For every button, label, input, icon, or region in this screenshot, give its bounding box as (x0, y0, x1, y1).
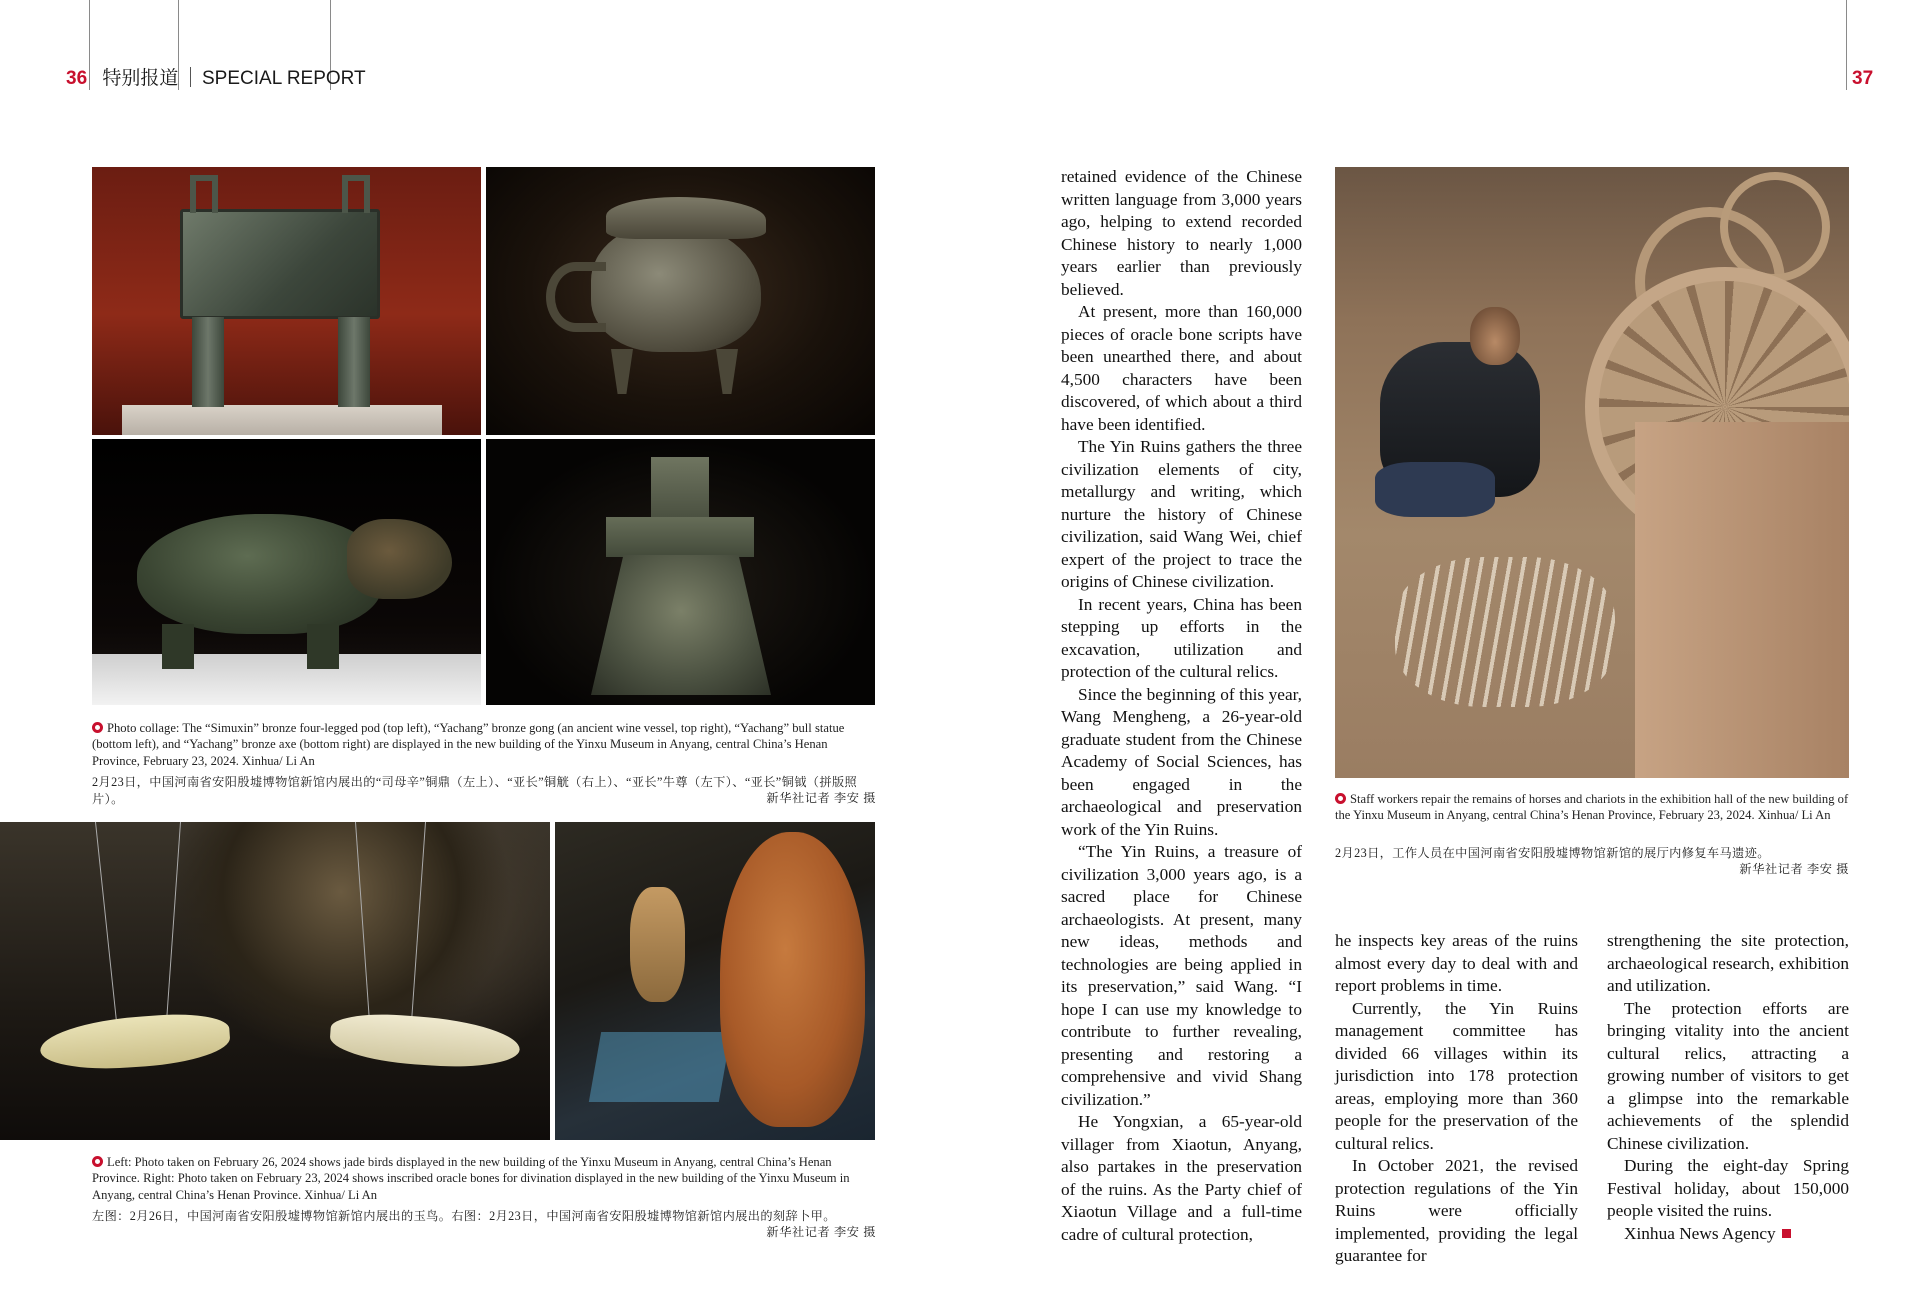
hanging-wire-1 (95, 822, 118, 1031)
xinhua-logo-icon (92, 722, 103, 733)
bull-leg-back (162, 624, 194, 669)
ding-body (180, 209, 380, 319)
caption-collage-en: Photo collage: The “Simuxin” bronze four-legged pod (top left), “Yachang” bronze gong (an ancient wine vessel, top right), “Yachang” bull statue (bottom left), and “Yachang” bronze axe (bottom right) are displayed in the new building of the Yinxu Museum in Anyang, central China’s Henan Province, February 23, 2024. Xinhua/ Li An (92, 721, 845, 768)
paragraph: “The Yin Ruins, a treasure of civilization 3,000 years ago, is a sacred place for Chinese archaeologists. At present, many new ideas, methods and technologies are being applied in its preservation,” said Wang. “I hope I can use my knowledge to contribute to further revealing, presenting and restoring a comprehensive and vivid Shang civilization.” (1061, 842, 1302, 1109)
axe-shoulder (606, 517, 754, 557)
paragraph: he inspects key areas of the ruins almost every day to deal with and report problems in time. (1335, 931, 1578, 995)
article-column-1 (1061, 166, 1302, 1246)
byline-text: Xinhua News Agency (1624, 1223, 1776, 1243)
gong-leg-2 (716, 349, 738, 394)
photo-jade-birds (0, 822, 550, 1140)
axe-tang (651, 457, 709, 519)
article-column-3 (1607, 930, 1849, 1245)
gong-body (591, 222, 761, 352)
paragraph: The protection efforts are bringing vitality into the ancient cultural relics, attracting a growing number of visitors to get a glimpse into the remarkable achievements of the splendid Chinese civilization. (1607, 998, 1849, 1153)
byline (1607, 1223, 1849, 1246)
worker-legs (1375, 462, 1495, 517)
caption-jade-credit: 新华社记者 李安 摄 (766, 1225, 876, 1239)
paragraph: strengthening the site protection, archaeological research, exhibition and utilization. (1607, 931, 1849, 995)
photo-bronze-axe (486, 439, 875, 705)
jade-bird-left (38, 1010, 231, 1073)
paragraph: The Yin Ruins gathers the three civilization elements of city, metallurgy and writing, which nurture the history of Chinese civilization, said Wang Wei, chief expert of the project to trace the origins of Chinese civilization. (1061, 437, 1302, 591)
earth-pit-wall (1635, 422, 1849, 778)
bull-head (347, 519, 452, 599)
paragraph: Currently, the Yin Ruins management committee has divided 66 villages within its jurisdiction into 178 protection areas, employing more than 360 people for the preservation of the cultural relics. (1335, 998, 1578, 1153)
header-rule-right (1846, 0, 1847, 90)
axe-blade (591, 555, 771, 695)
hanging-wire-4 (411, 822, 426, 1027)
paragraph: retained evidence of the Chinese written language from 3,000 years ago, helping to extend recorded Chinese history to nearly 1,000 years earlier than previously believed. (1061, 167, 1302, 299)
article-column-2 (1335, 930, 1578, 1268)
caption-collage-cn: 2月23日，中国河南省安阳殷墟博物馆新馆内展出的“司母辛”铜鼎（左上）、“亚长”铜觥（右上）、“亚长”牛尊（左下）、“亚长”铜钺（拼版照片）。 (92, 775, 858, 806)
ding-leg-left (192, 317, 224, 407)
caption-collage-credit: 新华社记者 李安 摄 (766, 791, 876, 805)
xinhua-logo-icon (92, 1156, 103, 1167)
paragraph: In recent years, China has been stepping up efforts in the excavation, utilization and protection of the cultural relics. (1061, 594, 1302, 681)
horse-skeleton (1395, 557, 1615, 707)
page-number-right: 37 (1852, 68, 1874, 89)
gong-lid (606, 197, 766, 239)
page-number-left: 36 (66, 68, 88, 89)
gong-handle (546, 262, 606, 332)
section-divider (190, 67, 191, 87)
worker-head (1470, 307, 1520, 365)
ding-leg-right (338, 317, 370, 407)
photo-bronze-ding (92, 167, 481, 435)
photo-bull-statue (92, 439, 481, 705)
section-title-cn: 特别报道 (102, 68, 179, 89)
section-title-en: SPECIAL REPORT (202, 68, 366, 89)
running-header-left (66, 67, 366, 91)
paragraph: At present, more than 160,000 pieces of oracle bone scripts have been unearthed there, and about 4,500 characters have been discovered, of which about a third have been identified. (1061, 302, 1302, 434)
end-mark-icon (1782, 1229, 1791, 1238)
background-wheel-2 (1720, 172, 1830, 282)
statue-plinth (92, 654, 481, 705)
ding-handle-right (342, 175, 370, 213)
caption-chariot-en: Staff workers repair the remains of horses and chariots in the exhibition hall of the new building of the Yinxu Museum in Anyang, central China’s Henan Province, February 23, 2024. Xinhua/ Li An (1335, 792, 1849, 823)
caption-jade-cn: 左图：2月26日，中国河南省安阳殷墟博物馆新馆内展出的玉鸟。右图：2月23日，中国河南省安阳殷墟博物馆新馆内展出的刻辞卜甲。 (92, 1209, 836, 1223)
photo-oracle-bone (555, 822, 875, 1140)
display-plinth (122, 405, 442, 435)
glass-reflection (589, 1032, 731, 1102)
ding-handle-left (190, 175, 218, 213)
hanging-wire-3 (355, 822, 370, 1027)
jade-bird-right (329, 1010, 522, 1071)
oracle-bone-small (630, 887, 685, 1002)
oracle-bone-shell (720, 832, 865, 1127)
paragraph: During the eight-day Spring Festival holiday, about 150,000 people visited the ruins. (1607, 1156, 1849, 1220)
hanging-wire-2 (166, 822, 181, 1022)
bull-body (137, 514, 382, 634)
caption-chariot-cn: 2月23日，工作人员在中国河南省安阳殷墟博物馆新馆的展厅内修复车马遗迹。 (1335, 846, 1770, 860)
bull-leg-front (307, 624, 339, 669)
paragraph: Since the beginning of this year, Wang Mengheng, a 26-year-old graduate student from the Chinese Academy of Social Sciences, has been engaged in the archaeological and preservation work of the Yin Ruins. (1061, 684, 1302, 839)
xinhua-logo-icon (1335, 793, 1346, 804)
caption-chariot-credit: 新华社记者 李安 摄 (1739, 862, 1849, 876)
photo-bronze-gong (486, 167, 875, 435)
paragraph: In October 2021, the revised protection regulations of the Yin Ruins were officially implemented, providing the legal guarantee for (1335, 1156, 1578, 1265)
paragraph: He Yongxian, a 65-year-old villager from Xiaotun, Anyang, also partakes in the preservation of the ruins. As the Party chief of Xiaotun Village and a full-time cadre of cultural protection, (1061, 1112, 1302, 1244)
caption-jade-en: Left: Photo taken on February 26, 2024 shows jade birds displayed in the new building of the Yinxu Museum in Anyang, central China’s Henan Province. Right: Photo taken on February 23, 2024 shows inscribed oracle bones for divination displayed in the new building of the Yinxu Museum in Anyang, central China’s Henan Province. Xinhua/ Li An (92, 1155, 850, 1202)
gong-leg-1 (611, 349, 633, 394)
photo-chariot-excavation (1335, 167, 1849, 778)
